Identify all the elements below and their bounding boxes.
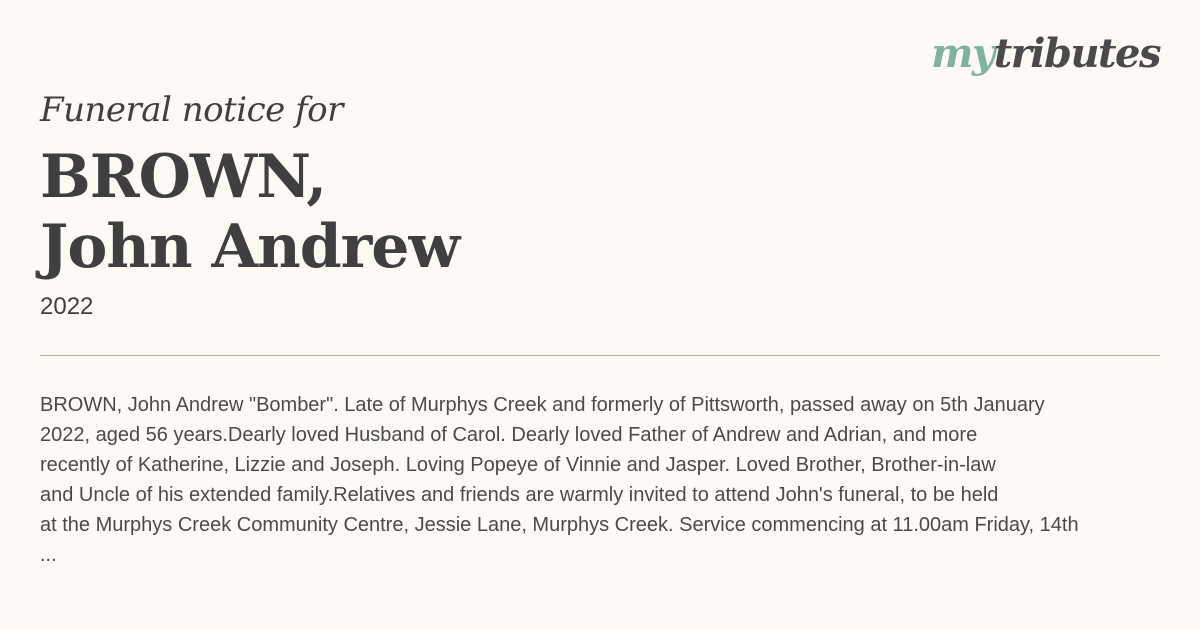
notice-text-line: 2022, aged 56 years.Dearly loved Husband of Carol. Dearly loved Father of Andrew and Adrian, and more xyxy=(40,424,978,446)
divider xyxy=(40,355,1160,356)
notice-text-line: recently of Katherine, Lizzie and Joseph. Loving Popeye of Vinnie and Jasper. Loved Brother, Brother-in-law xyxy=(40,454,996,476)
deceased-surname: BROWN, xyxy=(40,142,327,212)
logo-part-my: my xyxy=(931,30,994,77)
logo-part-tributes: tributes xyxy=(993,30,1160,77)
notice-text-line: BROWN, John Andrew "Bomber". Late of Murphys Creek and formerly of Pittsworth, passed away on 5th January xyxy=(40,394,1045,416)
deceased-given-names: John Andrew xyxy=(40,212,460,282)
notice-kicker: Funeral notice for xyxy=(40,90,343,130)
notice-text-line: and Uncle of his extended family.Relatives and friends are warmly invited to attend John's funeral, to be held xyxy=(40,484,999,506)
mytributes-logo[interactable] xyxy=(931,30,1160,77)
notice-text-line: at the Murphys Creek Community Centre, Jessie Lane, Murphys Creek. Service commencing at 11.00am Friday, 14th xyxy=(40,514,1079,536)
notice-year: 2022 xyxy=(40,293,94,320)
deceased-name xyxy=(40,142,459,282)
notice-text xyxy=(40,390,1170,570)
notice-text-ellipsis: ... xyxy=(40,544,57,566)
